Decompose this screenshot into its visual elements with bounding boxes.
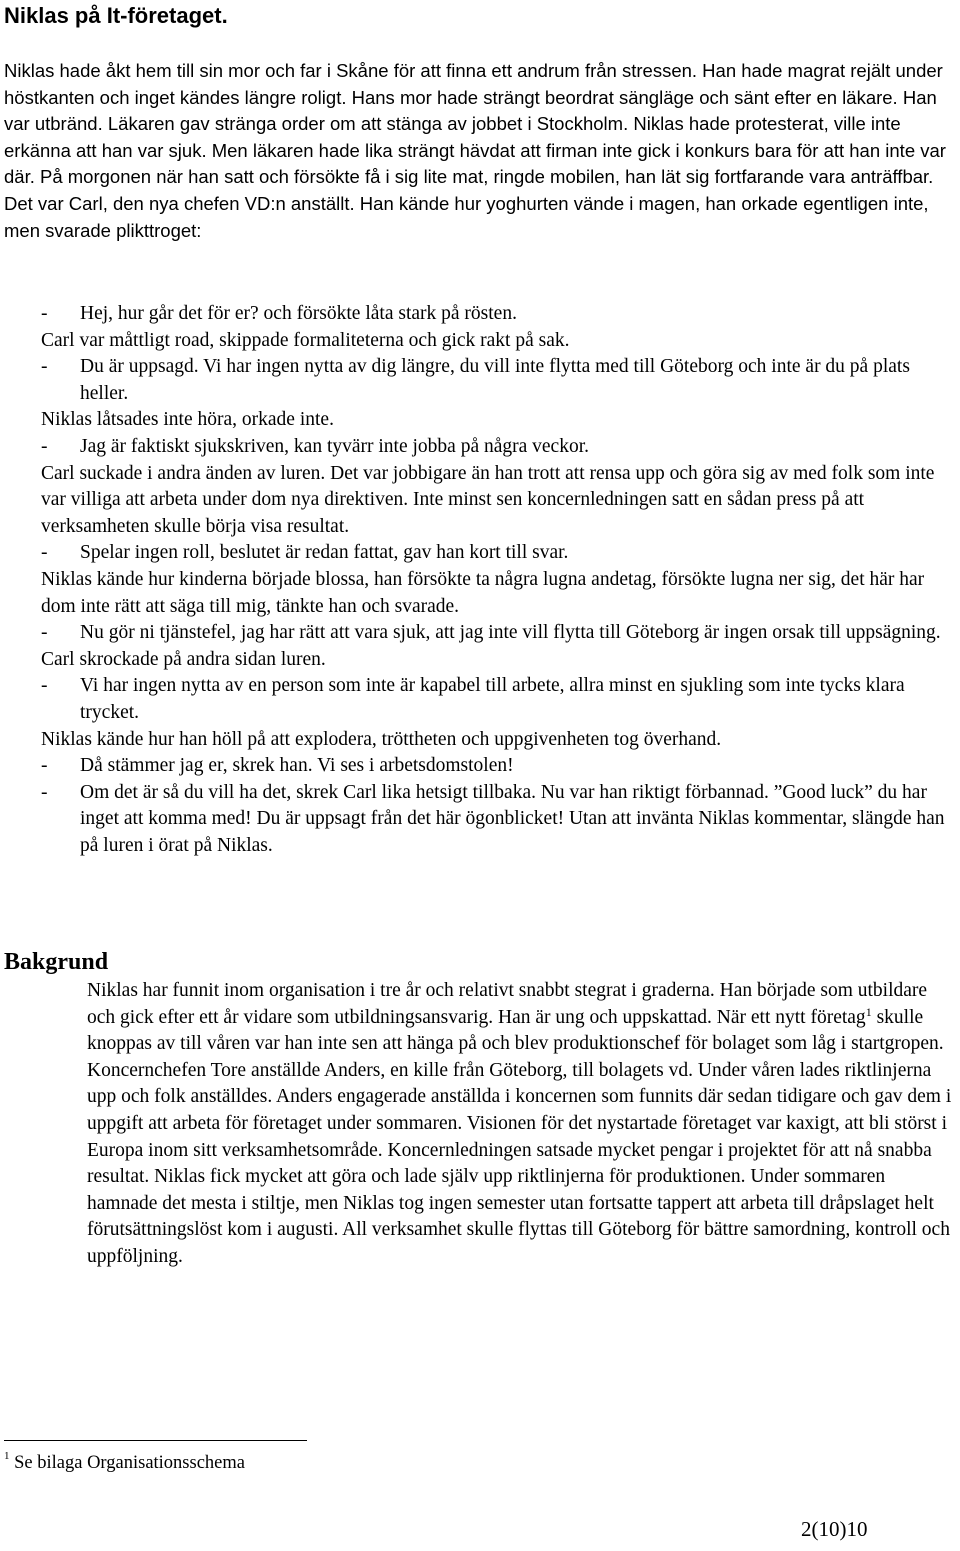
footnote-text: Se bilaga Organisationsschema [14, 1453, 245, 1473]
dialogue-narration-line: Niklas kände hur kinderna började blossa, han försökte ta några lugna andetag, försökte lugna ner sig, det här har dom inte rätt att säga till mig, tänkte han och svarade. [41, 568, 925, 617]
background-text-part2: skulle knoppas av till våren var han inte sen att hänga på och blev produktionschef för bolaget som låg i startgropen. Koncernchefen Tore anställde Anders, en kille från Göteborg, till bolagets vd. Under våren lades riktlinjerna upp och folk anställdes. Anders engagerade anställda i koncernen som funnits där sedan tidigare och gav dem i uppgift att arbeta för företaget under sommaren. Visionen för det nystartade företaget var kaxigt, att bli störst i Europa inom sitt verksamhetsområde. Koncernledningen satsade mycket pengar i projektet för att nå snabba resultat. Niklas fick mycket att göra och lade själv upp riktlinjerna för produktionen. Under sommaren hamnade det mesta i stiltje, men Niklas tog ingen semester utan fortsatte tappert att arbeta till dråpslaget helt förutsättningslöst kom i augusti. All verksamhet skulle flyttas till Göteborg för bättre samordning, kontroll och uppföljning. [87, 1006, 952, 1267]
page-number: 2(10)10 [801, 1517, 868, 1541]
footnote-separator [4, 1440, 307, 1441]
dialogue-narration-line: Carl var måttligt road, skippade formaliteterna och gick rakt på sak. [41, 329, 570, 351]
dialogue-dash: - [41, 675, 48, 697]
footnote-mark: 1 [4, 1450, 10, 1462]
dialogue-narration-line: Carl suckade i andra änden av luren. Det var jobbigare än han trott att rensa upp och göra sig av med folk som inte var villiga att arbeta under dom nya direktiven. Inte minst sen koncernledningen satt en sådan press på att verksamheten skulle börja visa resultat. [41, 462, 935, 537]
dialogue-speech-line [41, 301, 960, 328]
dialogue-block [41, 301, 960, 859]
dialogue-speech-line [41, 673, 960, 726]
background-text-part1: Niklas har funnit inom organisation i tre år och relativt snabbt stegrat i graderna. Han började som utbildare och gick efter ett år vidare som utbildningsansvarig. Han är ung och uppskattad. När ett nytt företag [87, 980, 928, 1028]
dialogue-narration-line: Niklas låtsades inte höra, orkade inte. [41, 409, 334, 431]
dialogue-speech-text: Hej, hur går det för er? och försökte låta stark på rösten. [80, 303, 517, 324]
intro-paragraph: Niklas hade åkt hem till sin mor och far i Skåne för att finna ett andrum från stressen. Han hade magrat rejält under höstkanten och inget kändes längre roligt. Hans mor hade strängt beordrat sängläge och sänt efter en läkare. Han var utbränd. Läkaren gav stränga order om att stänga av jobbet i Stockholm. Niklas hade protesterat, ville inte erkänna att han var sjuk. Men läkaren hade lika strängt hävdat att firman inte gick i konkurs bara för att han inte var där. På morgonen när han satt och försökte få i sig lite mat, ringde mobilen, han lät sig fortfarande vara anträffbar. Det var Carl, den nya chefen VD:n anställt. Han kände hur yoghurten vände i magen, han orkade egentligen inte, men svarade plikttroget: [4, 60, 946, 241]
dialogue-dash: - [41, 622, 48, 644]
dialogue-dash: - [41, 542, 48, 564]
dialogue-speech-text: Om det är så du vill ha det, skrek Carl lika hetsigt tillbaka. Nu var han riktigt förbannad. ”Good luck” du har inget att komma med! Du är uppsagt från det här ögonblicket! Utan att invänta Niklas kommentar, slängde han på luren i örat på Niklas. [80, 781, 945, 856]
dialogue-speech-text: Spelar ingen roll, beslutet är redan fattat, gav han kort till svar. [80, 542, 569, 564]
dialogue-dash: - [41, 303, 48, 324]
document-title: Niklas på It-företaget. [4, 3, 228, 28]
dialogue-speech-text: Vi har ingen nytta av en person som inte är kapabel till arbete, allra minst en sjukling som inte tycks klara trycket. [80, 675, 905, 723]
dialogue-speech-text: Då stämmer jag er, skrek han. Vi ses i arbetsdomstolen! [80, 755, 514, 777]
background-paragraph [87, 978, 960, 1271]
dialogue-dash: - [41, 435, 48, 457]
dialogue-speech-line [41, 780, 960, 860]
dialogue-narration-line: Niklas kände hur han höll på att explodera, tröttheten och uppgivenheten tog överhand. [41, 728, 722, 750]
dialogue-speech-line [41, 620, 960, 647]
dialogue-speech-text: Du är uppsagd. Vi har ingen nytta av dig längre, du vill inte flytta med till Göteborg och inte är du på plats heller. [80, 356, 910, 404]
dialogue-dash: - [41, 755, 48, 777]
dialogue-speech-text: Nu gör ni tjänstefel, jag har rätt att vara sjuk, att jag inte vill flytta till Göteborg är ingen orsak till uppsägning. [80, 622, 941, 644]
dialogue-speech-line [41, 540, 960, 567]
dialogue-narration-line: Carl skrockade på andra sidan luren. [41, 648, 326, 670]
dialogue-dash: - [41, 356, 48, 378]
dialogue-speech-line [41, 753, 960, 780]
dialogue-speech-text: Jag är faktiskt sjukskriven, kan tyvärr inte jobba på några veckor. [80, 435, 590, 457]
dialogue-dash: - [41, 781, 48, 803]
footnote-reference: 1 [865, 1004, 872, 1019]
footnote [4, 1450, 245, 1476]
dialogue-speech-line [41, 354, 960, 407]
background-heading: Bakgrund [4, 949, 109, 975]
dialogue-speech-line [41, 434, 960, 461]
